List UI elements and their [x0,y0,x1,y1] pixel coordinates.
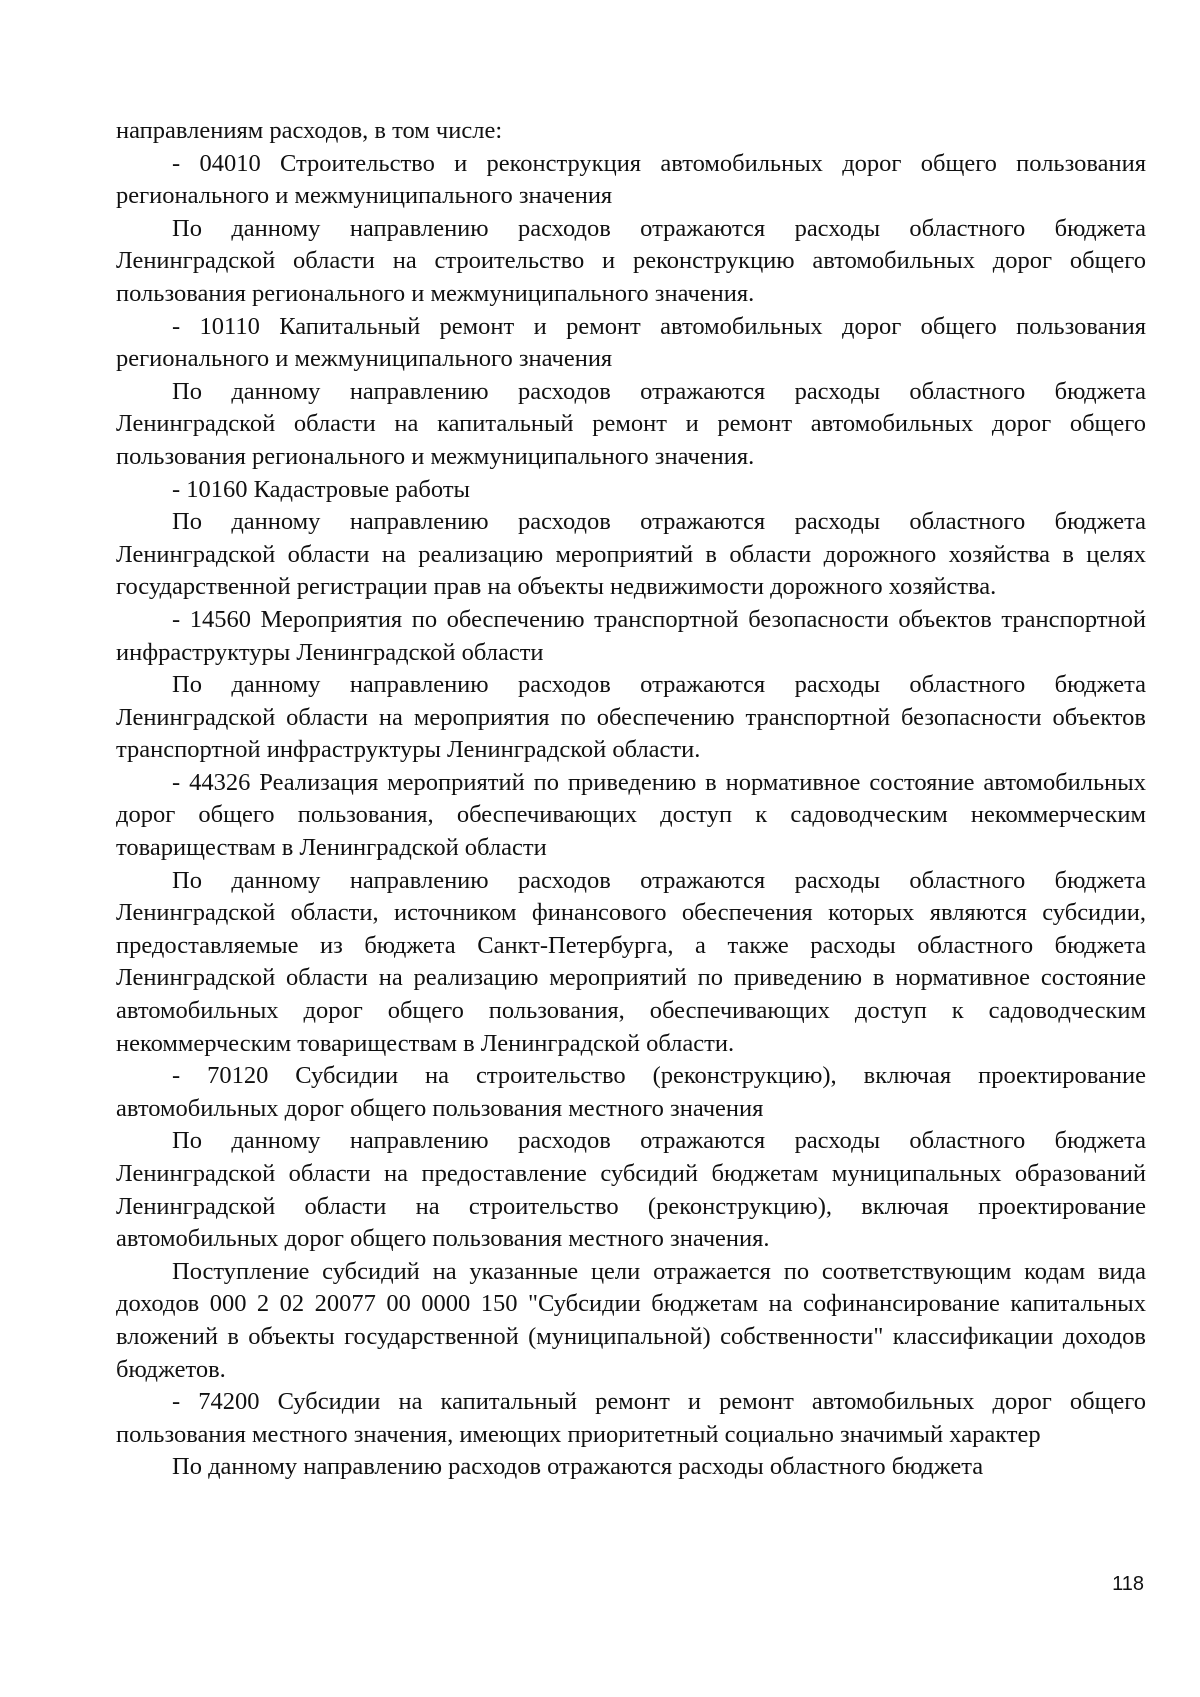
item-description-44326: По данному направлению расходов отражаются расходы областного бюджета Ленинградской области, источником финансового обеспечения которых являются субсидии, предоставляемые из бюджета Санкт-Петербурга, а также расходы областного бюджета Ленинградской области на реализацию мероприятий по приведению в нормативное состояние автомобильных дорог общего пользования, обеспечивающих доступ к садоводческим некоммерческим товариществам в Ленинградской области. [116,866,1146,1057]
item-description-04010: По данному направлению расходов отражаются расходы областного бюджета Ленинградской области на строительство и реконструкцию автомобильных дорог общего пользования регионального и межмуниципального значения. [116,214,1146,307]
item-heading-10110: - 10110 Капитальный ремонт и ремонт автомобильных дорог общего пользования регионального и межмуниципального значения [116,312,1146,373]
item-heading-10160: - 10160 Кадастровые работы [172,475,470,503]
item-description-14560: По данному направлению расходов отражаются расходы областного бюджета Ленинградской области на мероприятия по обеспечению транспортной безопасности объектов транспортной инфраструктуры Ленинградской области. [116,671,1146,764]
item-description-10160: По данному направлению расходов отражаются расходы областного бюджета Ленинградской области на реализацию мероприятий в области дорожного хозяйства в целях государственной регистрации прав на объекты недвижимости дорожного хозяйства. [116,508,1146,601]
page-number: 118 [1112,1573,1144,1595]
item-heading-44326: - 44326 Реализация мероприятий по приведению в нормативное состояние автомобильных дорог общего пользования, обеспечивающих доступ к садоводческим некоммерческим товариществам в Ленинградской области [116,768,1146,862]
paragraph-intro: направлениям расходов, в том числе: [116,117,503,144]
item-heading-04010: - 04010 Строительство и реконструкция автомобильных дорог общего пользования регионального и межмуниципального значения [116,149,1146,210]
document-body [116,115,1146,1484]
item-description-74200: По данному направлению расходов отражаются расходы областного бюджета [172,1453,984,1481]
item-heading-70120: - 70120 Субсидии на строительство (реконструкцию), включая проектирование автомобильных дорог общего пользования местного значения [116,1062,1146,1122]
item-heading-74200: - 74200 Субсидии на капитальный ремонт и ремонт автомобильных дорог общего пользования местного значения, имеющих приоритетный социально значимый характер [116,1388,1146,1448]
item-note-70120: Поступление субсидий на указанные цели отражается по соответствующим кодам вида доходов 000 2 02 20077 00 0000 150 "Субсидии бюджетам на софинансирование капитальных вложений в объекты государственной (муниципальной) собственности" классификации доходов бюджетов. [116,1257,1146,1383]
item-description-70120: По данному направлению расходов отражаются расходы областного бюджета Ленинградской области на предоставление субсидий бюджетам муниципальных образований Ленинградской области на строительство (реконструкцию), включая проектирование автомобильных дорог общего пользования местного значения. [116,1127,1146,1253]
item-heading-14560: - 14560 Мероприятия по обеспечению транспортной безопасности объектов транспортной инфраструктуры Ленинградской области [116,605,1146,666]
item-description-10110: По данному направлению расходов отражаются расходы областного бюджета Ленинградской области на капитальный ремонт и ремонт автомобильных дорог общего пользования регионального и межмуниципального значения. [116,377,1146,470]
